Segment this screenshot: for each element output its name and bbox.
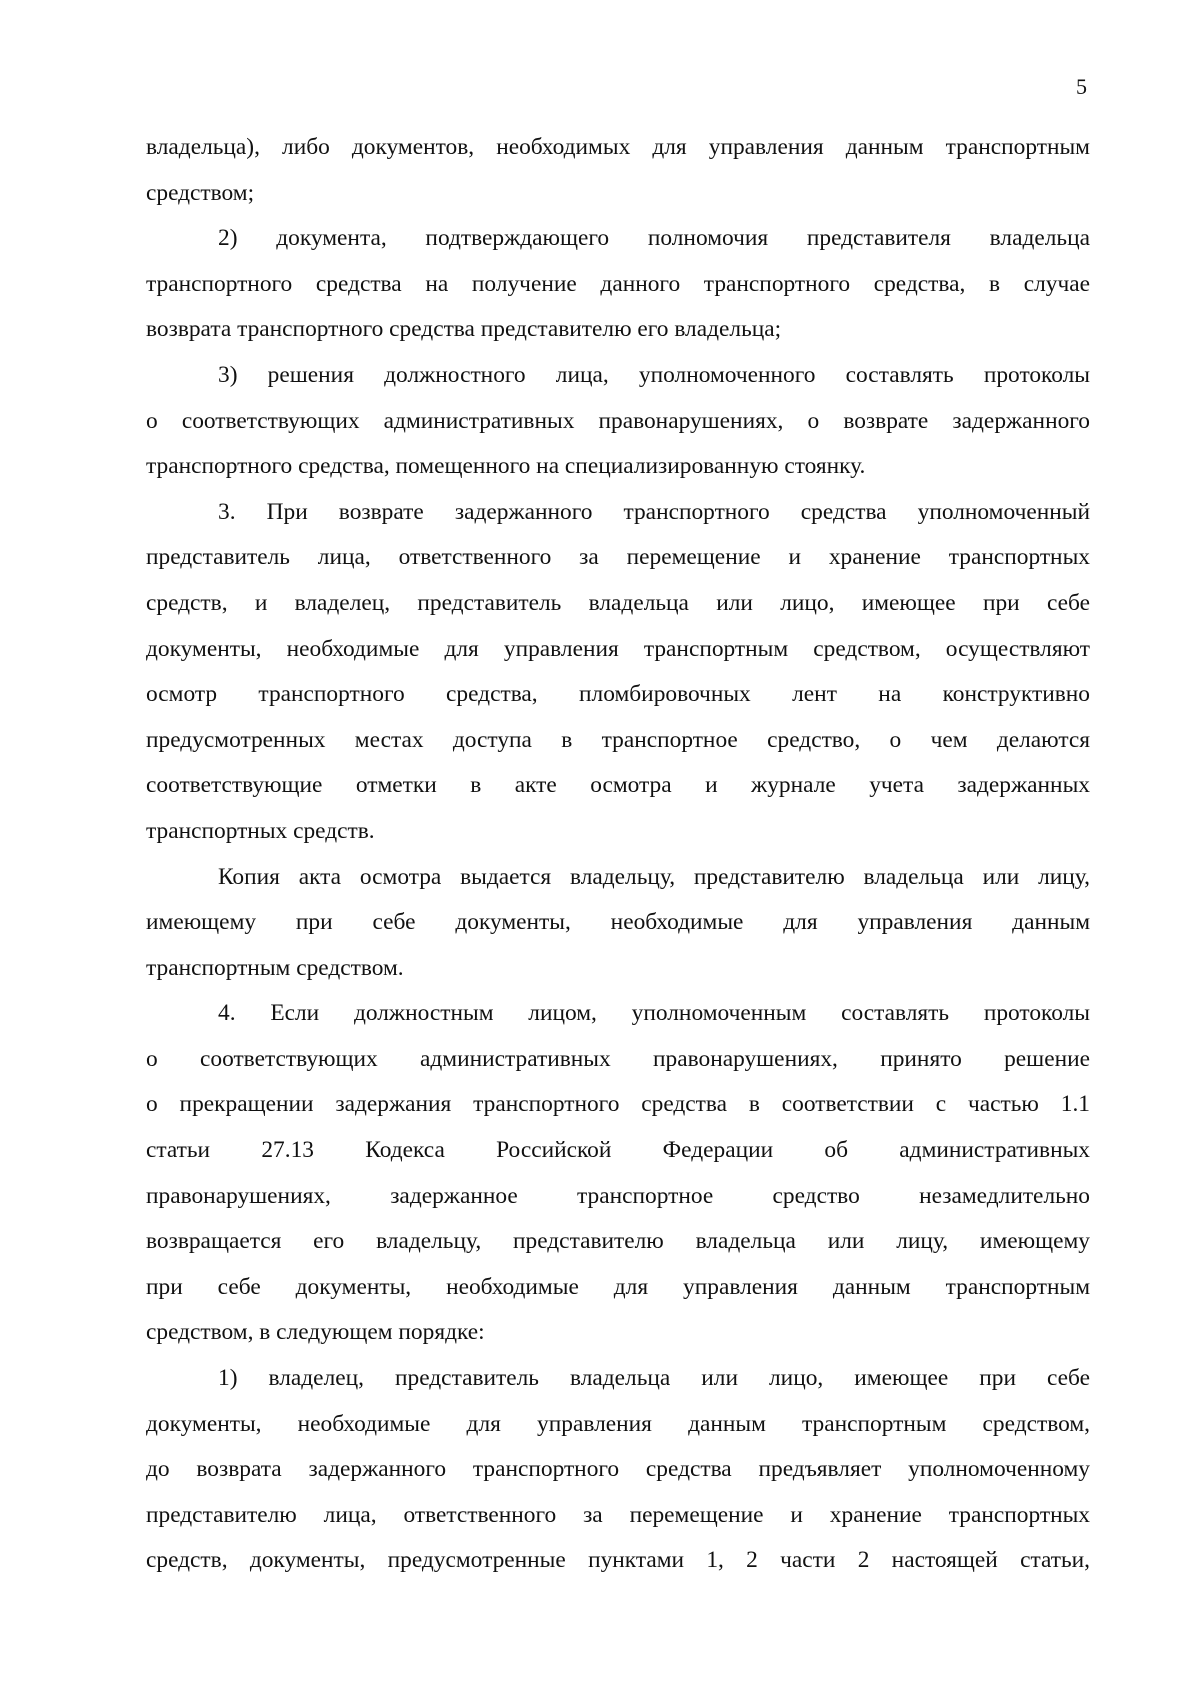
text-line: имеющему при себе документы, необходимые для управления данным [146, 909, 1090, 936]
paragraph [146, 353, 1090, 490]
text-line: транспортных средств. [146, 817, 375, 844]
text-line: до возврата задержанного транспортного средства предъявляет уполномоченному [146, 1456, 1090, 1483]
text-line: средств, документы, предусмотренные пунктами 1, 2 части 2 настоящей статьи, [146, 1547, 1090, 1574]
text-line: документы, необходимые для управления транспортным средством, осуществляют [146, 635, 1090, 662]
text-line: транспортного средства, помещенного на специализированную стоянку. [146, 453, 866, 480]
text-line: 3) решения должностного лица, уполномоченного составлять протоколы [218, 361, 1090, 388]
paragraph [146, 1356, 1090, 1584]
text-line: предусмотренных местах доступа в транспортное средство, о чем делаются [146, 726, 1090, 753]
page-number: 5 [1076, 74, 1087, 99]
text-line: документы, необходимые для управления данным транспортным средством, [146, 1410, 1090, 1437]
text-line: возврата транспортного средства представителю его владельца; [146, 316, 782, 343]
text-line: транспортного средства на получение данного транспортного средства, в случае [146, 270, 1090, 297]
text-line: соответствующие отметки в акте осмотра и журнале учета задержанных [146, 772, 1090, 799]
text-line: средств, и владелец, представитель владельца или лицо, имеющее при себе [146, 589, 1090, 616]
paragraph [146, 855, 1090, 992]
text-line: осмотр транспортного средства, пломбировочных лент на конструктивно [146, 681, 1090, 708]
text-line: Копия акта осмотра выдается владельцу, представителю владельца или лицу, [218, 863, 1090, 890]
text-line: при себе документы, необходимые для управления данным транспортным [146, 1273, 1090, 1300]
text-line: возвращается его владельцу, представителю владельца или лицу, имеющему [146, 1228, 1090, 1255]
paragraph [146, 216, 1090, 353]
text-line: владельца), либо документов, необходимых для управления данным транспортным [146, 134, 1090, 160]
text-line: 3. При возврате задержанного транспортного средства уполномоченный [218, 498, 1090, 525]
paragraph [146, 125, 1090, 216]
text-line: 4. Если должностным лицом, уполномоченным составлять протоколы [218, 1000, 1090, 1027]
text-line: средством; [146, 179, 255, 206]
text-line: представителю лица, ответственного за перемещение и хранение транспортных [146, 1501, 1090, 1528]
text-line: представитель лица, ответственного за перемещение и хранение транспортных [146, 544, 1090, 571]
text-line: правонарушениях, задержанное транспортное средство незамедлительно [146, 1182, 1090, 1209]
paragraph [146, 991, 1090, 1356]
text-line: о соответствующих административных правонарушениях, о возврате задержанного [146, 407, 1090, 434]
paragraph [146, 490, 1090, 855]
text-line: 2) документа, подтверждающего полномочия представителя владельца [218, 225, 1090, 252]
document-body [146, 125, 1090, 1584]
text-line: о прекращении задержания транспортного средства в соответствии с частью 1.1 [146, 1091, 1090, 1118]
text-line: транспортным средством. [146, 954, 404, 981]
text-line: средством, в следующем порядке: [146, 1319, 485, 1346]
text-line: о соответствующих административных правонарушениях, принято решение [146, 1045, 1090, 1072]
text-line: 1) владелец, представитель владельца или лицо, имеющее при себе [218, 1365, 1090, 1392]
text-line: статьи 27.13 Кодекса Российской Федерации об административных [146, 1137, 1090, 1164]
